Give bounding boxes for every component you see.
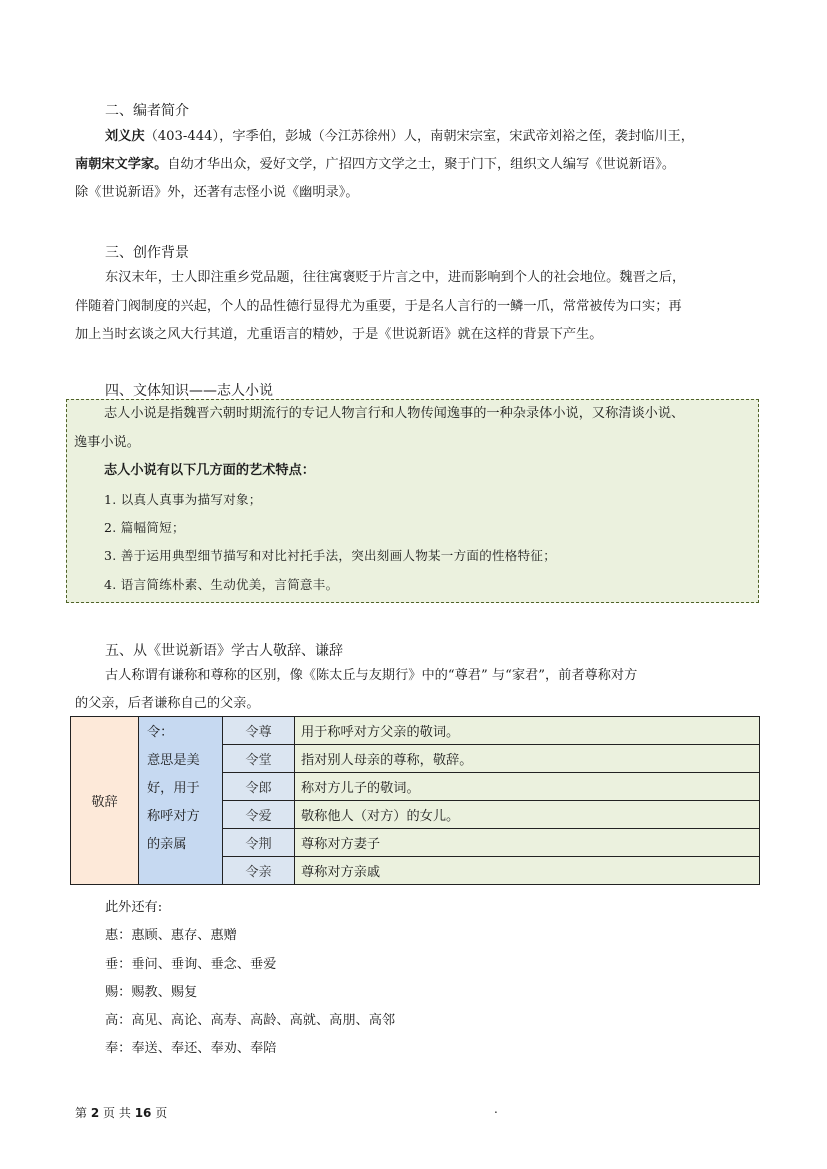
section-heading-background: 三、创作背景 (105, 245, 189, 261)
table-row (71, 717, 760, 745)
genre-info-box (66, 399, 759, 603)
genre-feature-2: 2. 篇幅简短； (104, 520, 185, 535)
background-line-1: 东汉末年，士人即注重乡党品题，往往寓褒贬于片言之中，进而影响到个人的社会地位。魏晋之后， (105, 270, 686, 285)
editor-line-2 (75, 155, 675, 175)
footer-prefix: 第 (75, 1106, 88, 1120)
editor-name: 刘义庆 (105, 129, 145, 144)
definition-cell: 尊称对方亲戚 (295, 857, 760, 885)
editor-line-3: 除《世说新语》外，还著有志怪小说《幽明录》。 (75, 185, 359, 200)
section-heading-honorifics: 五、从《世说新语》学古人敬辞、谦辞 (105, 643, 343, 659)
definition-cell: 用于称呼对方父亲的敬词。 (295, 717, 760, 745)
term-cell: 令堂 (223, 745, 295, 773)
background-line-2: 伴随着门阀制度的兴起，个人的品性德行显得尤为重要，于是名人言行的一鳞一爪，常常被传为口实；再 (75, 299, 682, 314)
editor-line-1-text: （403-444），字季伯，彭城（今江苏徐州）人，南朝宋宗室，宋武帝刘裕之侄，袭封临川王， (144, 129, 694, 144)
list-item: 赐：赐教、赐复 (105, 985, 198, 1000)
list-item: 高：高见、高论、高寿、高龄、高就、高朋、高邻 (105, 1013, 396, 1028)
meaning-cell (139, 717, 223, 885)
honorifics-table (70, 716, 760, 885)
honorifics-line-1: 古人称谓有谦称和尊称的区别，像《陈太丘与友期行》中的“尊君” 与“家君”，前者尊称对方 (105, 668, 638, 683)
meaning-line: 的亲属 (147, 837, 187, 852)
definition-cell: 称对方儿子的敬词。 (295, 773, 760, 801)
list-item: 垂：垂问、垂询、垂念、垂爱 (105, 957, 277, 972)
meaning-line: 意思是美 (147, 753, 200, 768)
editor-title: 南朝宋文学家。 (75, 157, 168, 172)
definition-cell: 敬称他人（对方）的女儿。 (295, 801, 760, 829)
page-footer (75, 1104, 167, 1121)
term-cell: 令荆 (223, 829, 295, 857)
footer-total-pages: 16 (134, 1106, 152, 1120)
genre-feature-3: 3. 善于运用典型细节描写和对比衬托手法，突出刻画人物某一方面的性格特征； (104, 548, 557, 563)
background-line-3: 加上当时玄谈之风大行其道，尤重语言的精妙，于是《世说新语》就在这样的背景下产生。 (75, 327, 603, 342)
term-cell: 令亲 (223, 857, 295, 885)
category-cell: 敬辞 (71, 717, 139, 885)
footer-dot: . (494, 1102, 498, 1116)
term-cell: 令爱 (223, 801, 295, 829)
term-cell: 令郎 (223, 773, 295, 801)
genre-features-title: 志人小说有以下几方面的艺术特点： (104, 463, 315, 478)
footer-middle: 页 共 (103, 1106, 131, 1120)
meaning-line: 好，用于 (147, 781, 200, 796)
list-item: 惠：惠顾、惠存、惠赠 (105, 928, 237, 943)
genre-feature-1: 1. 以真人真事为描写对象； (104, 492, 262, 507)
definition-cell: 指对别人母亲的尊称，敬辞。 (295, 745, 760, 773)
term-cell: 令尊 (223, 717, 295, 745)
also-label: 此外还有: (105, 900, 163, 915)
genre-line-2: 逸事小说。 (74, 435, 140, 450)
meaning-line: 令： (147, 725, 174, 740)
genre-feature-4: 4. 语言简练朴素、生动优美，言简意丰。 (104, 577, 339, 592)
section-heading-genre: 四、文体知识——志人小说 (105, 383, 273, 399)
editor-line-1 (105, 127, 694, 147)
footer-suffix: 页 (155, 1106, 168, 1120)
genre-line-1: 志人小说是指魏晋六朝时期流行的专记人物言行和人物传闻逸事的一种杂录体小说，又称清谈小说、 (104, 406, 685, 421)
section-heading-editor: 二、编者简介 (105, 103, 189, 119)
honorifics-line-2: 的父亲，后者谦称自己的父亲。 (75, 696, 260, 711)
editor-line-2-text: 自幼才华出众，爱好文学，广招四方文学之士，聚于门下，组织文人编写《世说新语》。 (167, 157, 676, 172)
list-item: 奉：奉送、奉还、奉劝、奉陪 (105, 1041, 277, 1056)
definition-cell: 尊称对方妻子 (295, 829, 760, 857)
meaning-line: 称呼对方 (147, 809, 200, 824)
footer-page-number: 2 (90, 1106, 100, 1120)
